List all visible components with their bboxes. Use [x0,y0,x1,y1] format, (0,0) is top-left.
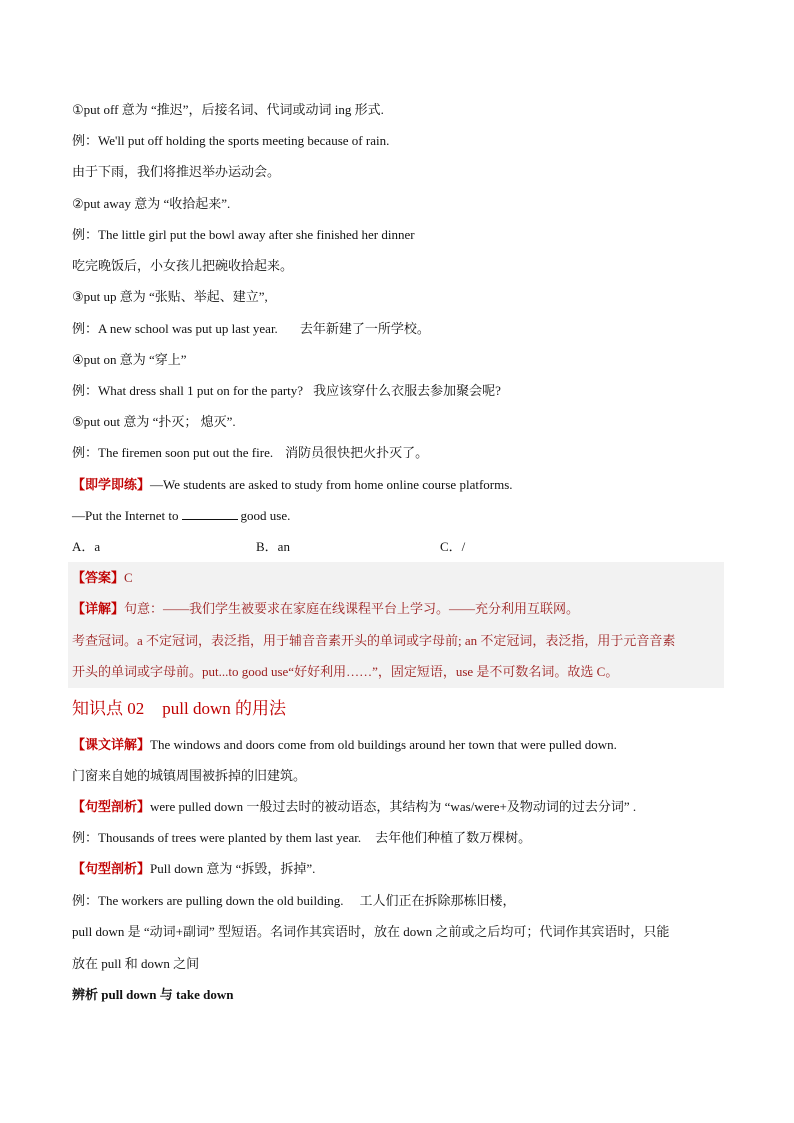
answer-blank [182,507,238,520]
item-put-off: ①put off 意为 “推迟”，后接名词、代词或动词 ing 形式. [72,102,384,117]
lesson-en: The windows and doors come from old buildings around her town that were pulled down. [150,737,617,752]
exercise-tag: 【即学即练】 [72,477,151,492]
example3-line [72,829,724,847]
option-a: A．a [72,539,101,554]
example-put-out [72,444,724,462]
analysis1-tag: 【句型剖析】 [72,799,151,814]
note-line1: pull down 是 “动词+副词” 型短语。名词作其宾语时，放在 down 之前或之后均可；代词作其宾语时，只能 [72,924,670,939]
analysis2-line [72,860,724,878]
example-put-out-en: 例：The firemen soon put out the fire. [72,445,274,460]
answer-line [72,569,724,587]
section-label: 知识点 02 [72,699,145,718]
example-put-out-zh: 消防员很快把火扑灭了。 [285,445,429,460]
item-put-away: ②put away 意为 “收拾起来”. [72,196,231,211]
example-put-up [72,320,724,338]
section-title: pull down 的用法 [162,699,286,718]
answer-tag: 【答案】 [72,570,125,585]
detail-line3: 开头的单词或字母前。put...to good use“好好利用……”，固定短语，use 是不可数名词。故选 C。 [72,664,619,679]
detail-tag: 【详解】 [72,601,125,616]
exercise-question-text: —We students are asked to study from home online course platforms. [150,477,513,492]
translation-put-away: 吃完晚饭后，小女孩儿把碗收拾起来。 [72,258,294,273]
item-put-out: ⑤put out 意为 “扑灭； 熄灭”. [72,414,236,429]
exercise-line2-after: good use. [240,508,291,523]
exercise-line2 [72,507,724,525]
example-put-up-en: 例：A new school was put up last year. [72,321,278,336]
detail-line1 [72,600,724,618]
example-put-on-en: 例：What dress shall 1 put on for the party? [72,383,304,398]
section-heading [72,698,286,720]
exercise-question [72,476,724,494]
item-put-on: ④put on 意为 “穿上” [72,352,187,367]
compare-heading: 辨析 pull down 与 take down [72,987,234,1002]
analysis2-tag: 【句型剖析】 [72,861,151,876]
example4-line [72,892,724,910]
example-put-on [72,382,724,400]
translation-put-off: 由于下雨，我们将推迟举办运动会。 [72,164,281,179]
option-c: C．/ [440,539,466,554]
exercise-line2-before: —Put the Internet to [72,508,179,523]
example-put-on-zh: 我应该穿什么衣服去参加聚会呢? [313,383,501,398]
example4-zh: 工人们正在拆除那栋旧楼， [359,893,516,908]
analysis1-text: were pulled down 一般过去时的被动语态，其结构为 “was/were+及物动词的过去分词” . [150,799,637,814]
answer-value: C [124,570,133,585]
example-put-off: 例：We'll put off holding the sports meeting because of rain. [72,133,390,148]
note-line2: 放在 pull 和 down 之间 [72,956,200,971]
example-put-up-zh: 去年新建了一所学校。 [299,321,430,336]
lesson-tag: 【课文详解】 [72,737,151,752]
example-put-away: 例：The little girl put the bowl away after she finished her dinner [72,227,415,242]
example4-en: 例：The workers are pulling down the old building. [72,893,344,908]
example3-en: 例：Thousands of trees were planted by them last year. [72,830,362,845]
example3-zh: 去年他们种植了数万棵树。 [375,830,532,845]
detail-line2: 考查冠词。a 不定冠词，表泛指，用于辅音音素开头的单词或字母前; an 不定冠词，表泛指，用于元音音素 [72,633,676,648]
analysis1-line [72,798,724,816]
lesson-line [72,736,724,754]
detail-text1: 句意：——我们学生被要求在家庭在线课程平台上学习。——充分利用互联网。 [124,601,580,616]
analysis2-text: Pull down 意为 “拆毁，拆掉”. [150,861,316,876]
item-put-up: ③put up 意为 “张贴、举起、建立”, [72,289,268,304]
lesson-zh: 门窗来自她的城镇周围被拆掉的旧建筑。 [72,768,307,783]
option-b: B．an [256,539,290,554]
